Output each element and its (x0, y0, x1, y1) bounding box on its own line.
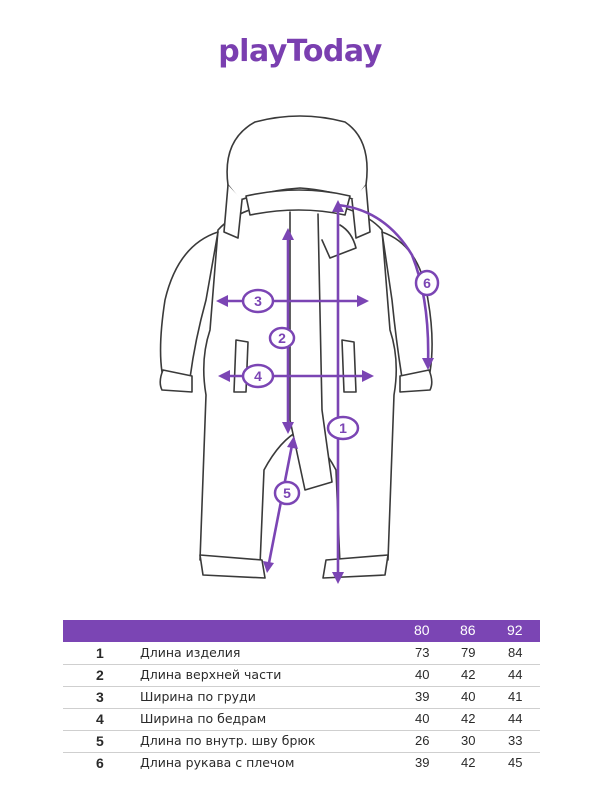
row-value: 44 (508, 667, 523, 682)
size-86: 86 (460, 622, 476, 638)
size-92: 92 (507, 622, 523, 638)
row-value: 42 (461, 667, 476, 682)
row-value: 40 (461, 689, 476, 704)
marker-3 (243, 290, 273, 312)
row-label: Ширина по бедрам (140, 711, 267, 726)
table-row (0, 645, 600, 666)
row-value: 79 (461, 645, 476, 660)
marker-5 (275, 482, 299, 504)
jumpsuit-outline (160, 116, 432, 578)
marker-1 (328, 417, 358, 439)
row-divider (63, 664, 540, 665)
row-divider (63, 730, 540, 731)
row-divider (63, 752, 540, 753)
row-value: 44 (508, 711, 523, 726)
marker-4 (243, 365, 273, 387)
row-value: 41 (508, 689, 523, 704)
svg-text:6: 6 (423, 275, 431, 291)
marker-6 (416, 271, 438, 295)
row-number: 5 (96, 733, 104, 749)
table-row (0, 711, 600, 732)
row-value: 30 (461, 733, 476, 748)
row-number: 6 (96, 755, 104, 771)
row-value: 42 (461, 755, 476, 770)
size-80: 80 (414, 622, 430, 638)
row-value: 40 (415, 711, 430, 726)
row-value: 33 (508, 733, 523, 748)
svg-text:2: 2 (278, 330, 286, 346)
table-row (0, 689, 600, 710)
row-number: 4 (96, 711, 104, 727)
row-value: 39 (415, 689, 430, 704)
svg-text:1: 1 (339, 420, 347, 436)
row-divider (63, 708, 540, 709)
row-value: 45 (508, 755, 523, 770)
row-label: Длина верхней части (140, 667, 282, 682)
svg-text:5: 5 (283, 485, 291, 501)
table-row (0, 755, 600, 776)
row-value: 42 (461, 711, 476, 726)
row-label: Длина изделия (140, 645, 241, 660)
row-label: Ширина по груди (140, 689, 256, 704)
row-label: Длина рукава с плечом (140, 755, 295, 770)
row-value: 39 (415, 755, 430, 770)
row-number: 1 (96, 645, 104, 661)
table-row (0, 733, 600, 754)
svg-text:4: 4 (254, 368, 262, 384)
row-divider (63, 686, 540, 687)
table-row (0, 667, 600, 688)
svg-text:3: 3 (254, 293, 262, 309)
row-label: Длина по внутр. шву брюк (140, 733, 316, 748)
marker-2 (270, 328, 294, 348)
row-value: 73 (415, 645, 430, 660)
row-value: 26 (415, 733, 430, 748)
row-value: 84 (508, 645, 523, 660)
row-value: 40 (415, 667, 430, 682)
row-number: 3 (96, 689, 104, 705)
brand-logo: playToday (218, 34, 382, 69)
size-table-header (63, 620, 540, 642)
row-number: 2 (96, 667, 104, 683)
